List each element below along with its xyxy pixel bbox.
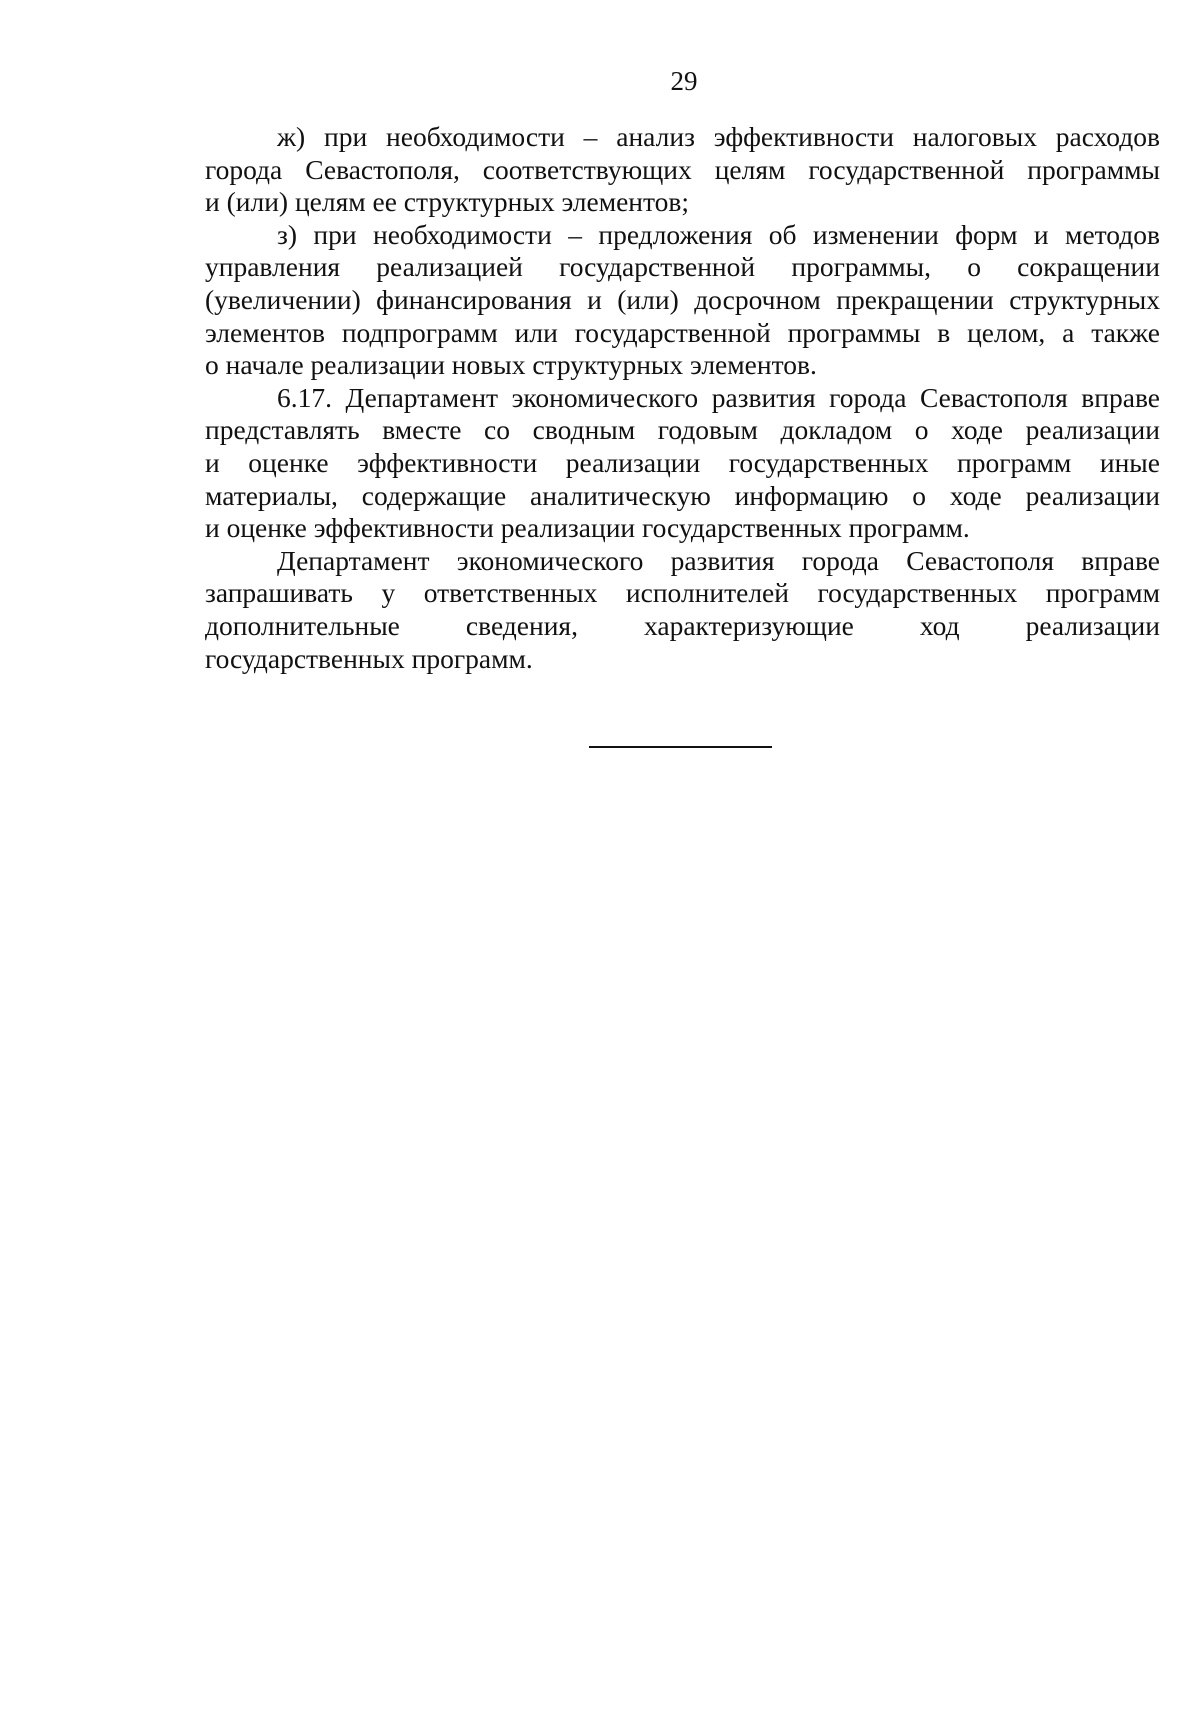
text-line: государственных программ. [205, 642, 533, 674]
document-body [205, 121, 1160, 675]
text-line: 6.17. Департамент экономического развития города Севастополя вправе [277, 381, 1160, 413]
paragraph-6-17 [205, 382, 1160, 545]
text-line: запрашивать у ответственных исполнителей государственных программ [205, 577, 1160, 609]
text-line: и (или) целям ее структурных элементов; [205, 186, 690, 218]
text-line: и оценке эффективности реализации государственных программ иные [205, 446, 1160, 478]
page-number: 29 [670, 66, 698, 96]
paragraph-z [205, 219, 1160, 382]
text-line: Департамент экономического развития города Севастополя вправе [277, 544, 1160, 576]
paragraph-zh [205, 121, 1160, 219]
text-line: ж) при необходимости – анализ эффективности налоговых расходов [277, 121, 1160, 152]
text-line: о начале реализации новых структурных элементов. [205, 349, 817, 381]
paragraph-department-request [205, 545, 1160, 675]
text-line: з) при необходимости – предложения об изменении форм и методов [277, 218, 1160, 250]
end-of-document-rule [589, 746, 772, 748]
text-line: представлять вместе со сводным годовым докладом о ходе реализации [205, 414, 1160, 446]
text-line: города Севастополя, соответствующих целям государственной программы [205, 153, 1160, 185]
text-line: и оценке эффективности реализации государственных программ. [205, 512, 970, 544]
text-line: элементов подпрограмм или государственной программы в целом, а также [205, 316, 1160, 348]
text-line: (увеличении) финансирования и (или) досрочном прекращении структурных [205, 283, 1160, 315]
text-line: дополнительные сведения, характеризующие ход реализации [205, 609, 1160, 641]
text-line: управления реализацией государственной программы, о сокращении [205, 251, 1160, 283]
text-line: материалы, содержащие аналитическую информацию о ходе реализации [205, 479, 1160, 511]
